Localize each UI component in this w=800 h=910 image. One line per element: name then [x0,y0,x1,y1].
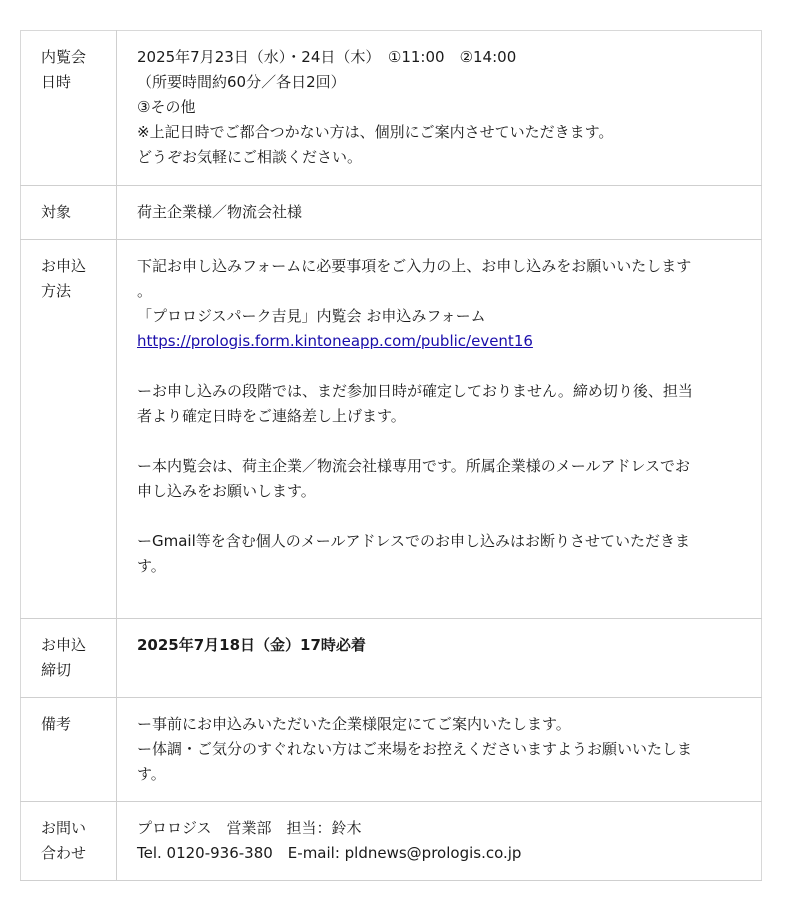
individual-guide-note: ※上記日時でご都合つかない方は、個別にご案内させていただきます。 [137,123,614,141]
row-value-target [117,186,762,240]
notes-line: ー事前にお申込みいただいた企業様限定にてご案内いたします。 [137,715,571,733]
row-value-deadline [117,619,762,698]
row-label-method [21,240,117,619]
table-row-contact [21,802,762,881]
deadline-text: 2025年7月18日（金）17時必着 [137,636,366,654]
form-url-link[interactable]: https://prologis.form.kintoneapp.com/public/event16 [137,332,533,350]
table-row-target [21,186,762,240]
contact-tel-email: Tel. 0120-936-380 E-mail: pldnews@prologis.co.jp [137,844,522,862]
row-label-date [21,31,117,186]
other-option-line: ③その他 [137,98,196,116]
form-title: 「プロロジスパーク吉見」内覧会 お申込みフォーム [137,307,486,325]
row-value-notes [117,698,762,802]
notes-line: す。 [137,765,166,783]
event-info-table [20,30,762,881]
notes-line: ー体調・ご気分のすぐれない方はご来場をお控えくださいますようお願いいたしま [137,740,693,758]
row-value-method [117,240,762,619]
table-row-method [21,240,762,619]
method-note-line: ー本内覧会は、荷主企業／物流会社様専用です。所属企業様のメールアドレスでお [137,457,691,475]
label-line: お申込 [41,636,87,654]
row-label-deadline [21,619,117,698]
method-note-line: 者より確定日時をご連絡差し上げます。 [137,407,406,425]
label-line: 対象 [41,203,72,221]
label-line: お問い [41,819,87,837]
label-line: 合わせ [41,844,87,862]
contact-person: プロロジス 営業部 担当：鈴木 [137,819,362,837]
row-label-contact [21,802,117,881]
method-note-line: ーGmail等を含む個人のメールアドレスでのお申し込みはお断りさせていただきま [137,532,691,550]
spacer [137,504,741,529]
method-note-line: 申し込みをお願いします。 [137,482,316,500]
table-row-date [21,31,762,186]
method-intro-line: 下記お申し込みフォームに必要事項をご入力の上、お申し込みをお願いいたします [137,257,692,275]
label-line: 日時 [41,73,72,91]
table-row-deadline [21,619,762,698]
row-label-notes [21,698,117,802]
label-line: 内覧会 [41,48,87,66]
table-row-notes [21,698,762,802]
method-intro-line: 。 [137,282,153,300]
row-value-date [117,31,762,186]
duration-line: （所要時間約60分／各日2回） [137,73,346,91]
spacer [137,429,741,454]
consult-note: どうぞお気軽にご相談ください。 [137,148,363,166]
label-line: お申込 [41,257,87,275]
target-text: 荷主企業様／物流会社様 [137,203,303,221]
method-note-line: す。 [137,557,166,575]
date-times-line: 2025年7月23日（水）・24日（木） ①11:00 ②14:00 [137,48,517,66]
row-value-contact [117,802,762,881]
label-line: 備考 [41,715,72,733]
spacer [137,354,741,379]
label-line: 締切 [41,661,72,679]
method-note-line: ーお申し込みの段階では、まだ参加日時が確定しておりません。締め切り後、担当 [137,382,693,400]
row-label-target [21,186,117,240]
label-line: 方法 [41,282,72,300]
